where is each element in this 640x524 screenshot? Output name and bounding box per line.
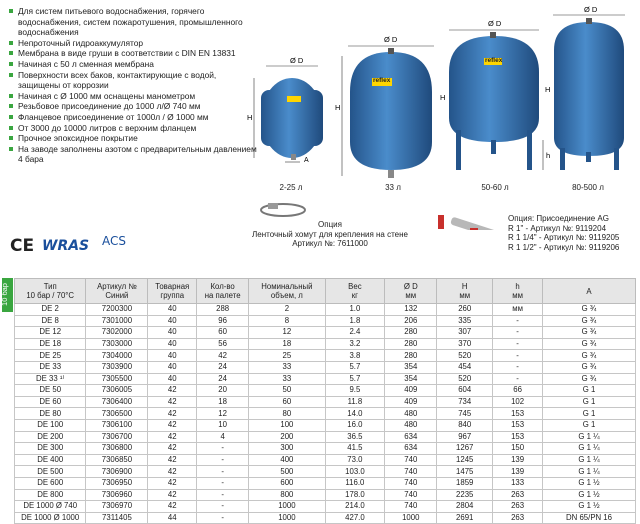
table-cell: 73.0 (325, 454, 385, 466)
dim-a-1: A (304, 157, 309, 164)
table-cell: 7301000 (86, 315, 148, 327)
table-cell: 2235 (437, 489, 493, 501)
table-cell: 33 (249, 361, 325, 373)
table-cell: 7306900 (86, 466, 148, 478)
table-cell: 454 (437, 361, 493, 373)
table-cell: 7306005 (86, 385, 148, 397)
table-row (15, 304, 636, 316)
tank-80-500 (553, 15, 625, 170)
table-cell: 3.8 (325, 350, 385, 362)
table-cell: 263 (493, 501, 543, 513)
table-cell: 16.0 (325, 419, 385, 431)
table-cell: 800 (249, 489, 325, 501)
table-cell: 139 (493, 454, 543, 466)
table-cell: 5.7 (325, 361, 385, 373)
table-cell: 740 (385, 501, 437, 513)
table-cell: 280 (385, 327, 437, 339)
table-cell: 33 (249, 373, 325, 385)
table-cell: 7302000 (86, 327, 148, 339)
table-cell: G ¾ (543, 361, 636, 373)
option-clamp (232, 220, 428, 249)
column-header: Кол-во на палете (197, 279, 249, 304)
table-cell: G 1 (543, 408, 636, 420)
fitting-illustration (438, 215, 505, 230)
table-cell: DE 33 ¹⁾ (15, 373, 86, 385)
table-cell: 520 (437, 350, 493, 362)
table-row (15, 373, 636, 385)
table-cell: 7306500 (86, 408, 148, 420)
clamp-illustration (261, 203, 305, 216)
table-cell: 1475 (437, 466, 493, 478)
table-cell: 4 (197, 431, 249, 443)
table-cell: 409 (385, 385, 437, 397)
table-cell: 1000 (249, 501, 325, 513)
table-cell: G 1 ¼ (543, 454, 636, 466)
table-row (15, 466, 636, 478)
table-cell: G 1 ¼ (543, 443, 636, 455)
table-cell: 8 (249, 315, 325, 327)
column-header: Номинальный объем, л (249, 279, 325, 304)
table-cell: DE 60 (15, 396, 86, 408)
tank-50-60 (449, 30, 543, 170)
option-line: Ленточный хомут для крепления на стене (252, 229, 408, 239)
table-cell: 206 (385, 315, 437, 327)
table-cell: DE 600 (15, 477, 86, 489)
table-cell: 400 (249, 454, 325, 466)
table-cell: 300 (249, 443, 325, 455)
table-cell: G 1 (543, 419, 636, 431)
table-cell: 2 (249, 304, 325, 316)
option-line: Артикул №: 7611000 (292, 239, 368, 248)
table-cell: 14.0 (325, 408, 385, 420)
table-cell: 178.0 (325, 489, 385, 501)
table-row (15, 338, 636, 350)
table-cell: 480 (385, 419, 437, 431)
table-cell: 80 (249, 408, 325, 420)
table-cell: 520 (437, 373, 493, 385)
table-cell: 7306100 (86, 419, 148, 431)
table-cell: 740 (385, 489, 437, 501)
table-cell: - (493, 373, 543, 385)
sidebar-label: 10 бар (0, 283, 9, 306)
table-cell: мм (493, 304, 543, 316)
table-cell: 480 (385, 408, 437, 420)
table-cell: 263 (493, 512, 543, 524)
feature-item: Прочное эпоксидное покрытие (8, 133, 258, 144)
table-cell: DE 200 (15, 431, 86, 443)
table-cell: G 1 (543, 396, 636, 408)
table-cell: 740 (385, 466, 437, 478)
brand-label-tank2: reflex (373, 77, 391, 84)
table-cell: 60 (197, 327, 249, 339)
table-cell: 745 (437, 408, 493, 420)
table-cell: 133 (493, 477, 543, 489)
table-cell: DE 1000 Ø 1000 (15, 512, 86, 524)
table-cell: 40 (148, 304, 197, 316)
table-cell: 116.0 (325, 477, 385, 489)
table-cell: DE 18 (15, 338, 86, 350)
table-cell: 42 (148, 454, 197, 466)
table-cell: - (197, 501, 249, 513)
table-cell: - (197, 489, 249, 501)
column-header: H мм (437, 279, 493, 304)
column-header: Вес кг (325, 279, 385, 304)
table-cell: 50 (249, 385, 325, 397)
table-cell: 7304000 (86, 350, 148, 362)
feature-item: Начиная с 50 л сменная мембрана (8, 59, 258, 70)
column-header: Товарная группа (148, 279, 197, 304)
table-cell: 42 (148, 443, 197, 455)
table-cell: 200 (249, 431, 325, 443)
table-cell: 634 (385, 443, 437, 455)
brand-label-tank3: reflex (485, 57, 503, 64)
table-cell: 44 (148, 512, 197, 524)
table-cell: 41.5 (325, 443, 385, 455)
table-cell: 24 (197, 361, 249, 373)
table-cell: 1267 (437, 443, 493, 455)
table-cell: 12 (249, 327, 325, 339)
table-cell: 18 (249, 338, 325, 350)
table-cell: 7311405 (86, 512, 148, 524)
table-cell: 1000 (249, 512, 325, 524)
table-cell: G ¾ (543, 373, 636, 385)
table-cell: 66 (493, 385, 543, 397)
table-cell: 153 (493, 419, 543, 431)
feature-item: Резьбовое присоединение до 1000 л/Ø 740 мм (8, 101, 258, 112)
table-cell: 10 (197, 419, 249, 431)
table-cell: 370 (437, 338, 493, 350)
table-cell: DE 12 (15, 327, 86, 339)
table-cell: DE 50 (15, 385, 86, 397)
table-cell: G ¾ (543, 350, 636, 362)
table-row (15, 361, 636, 373)
table-cell: 7303900 (86, 361, 148, 373)
table-cell: 7306400 (86, 396, 148, 408)
table-cell: 40 (148, 373, 197, 385)
feature-item: Начиная с Ø 1000 мм оснащены манометром (8, 91, 258, 102)
table-cell: 335 (437, 315, 493, 327)
table-cell: 260 (437, 304, 493, 316)
table-row (15, 396, 636, 408)
table-cell: 600 (249, 477, 325, 489)
table-cell: 604 (437, 385, 493, 397)
table-row (15, 408, 636, 420)
table-cell: G 1 ½ (543, 489, 636, 501)
table-row (15, 385, 636, 397)
option-line: Опция (318, 220, 342, 229)
table-cell: 1245 (437, 454, 493, 466)
table-cell: 409 (385, 396, 437, 408)
table-cell: 7306800 (86, 443, 148, 455)
tank-33 (342, 46, 434, 178)
table-cell: 280 (385, 338, 437, 350)
table-cell: 132 (385, 304, 437, 316)
feature-item: На заводе заполнены азотом с предварительным давлением 4 бара (8, 144, 258, 165)
table-cell: DE 300 (15, 443, 86, 455)
feature-item: От 3000 до 10000 литров с верхним фланцем (8, 123, 258, 134)
table-cell: G 1 ½ (543, 477, 636, 489)
table-cell: 139 (493, 466, 543, 478)
table-cell: 20 (197, 385, 249, 397)
table-cell: - (493, 361, 543, 373)
dim-h-2: H (335, 103, 341, 112)
table-row (15, 350, 636, 362)
feature-item: Фланцевое присоединение от 1000л / Ø 1000 мм (8, 112, 258, 123)
table-cell: - (197, 454, 249, 466)
table-cell: 40 (148, 350, 197, 362)
table-cell: G 1 (543, 385, 636, 397)
table-cell: 42 (148, 477, 197, 489)
table-cell: 24 (197, 373, 249, 385)
table-cell: 2691 (437, 512, 493, 524)
table-cell: G ¾ (543, 315, 636, 327)
option-fitting (508, 214, 638, 252)
pressure-sidebar (2, 278, 13, 312)
table-cell: G 1 ½ (543, 501, 636, 513)
dim-d-1: Ø D (290, 56, 304, 65)
table-cell: 18 (197, 396, 249, 408)
table-cell: 42 (148, 431, 197, 443)
table-cell: DN 65/PN 16 (543, 512, 636, 524)
dim-h-3: H (440, 93, 446, 102)
caption-2-25: 2-25 л (279, 183, 303, 192)
table-cell: 40 (148, 361, 197, 373)
column-header: A (543, 279, 636, 304)
table-cell: 354 (385, 373, 437, 385)
dim-h-1: H (247, 113, 253, 122)
table-row (15, 477, 636, 489)
table-cell: - (197, 477, 249, 489)
table-cell: 36.5 (325, 431, 385, 443)
dim-d-3: Ø D (488, 19, 502, 28)
table-cell: - (493, 315, 543, 327)
table-cell: - (197, 443, 249, 455)
column-header: Тип 10 бар / 70°С (15, 279, 86, 304)
table-cell: 354 (385, 361, 437, 373)
table-cell: 5.7 (325, 373, 385, 385)
dim-d-2: Ø D (384, 35, 398, 44)
caption-80-500: 80-500 л (572, 183, 604, 192)
table-cell: DE 500 (15, 466, 86, 478)
table-cell: 11.8 (325, 396, 385, 408)
table-cell: 40 (148, 327, 197, 339)
table-cell: 7305500 (86, 373, 148, 385)
table-cell: - (493, 327, 543, 339)
table-cell: 42 (148, 489, 197, 501)
table-cell: DE 33 (15, 361, 86, 373)
table-cell: 42 (148, 419, 197, 431)
table-cell: 500 (249, 466, 325, 478)
table-cell: 25 (249, 350, 325, 362)
table-cell: 7306850 (86, 454, 148, 466)
wras-logo: WRAS (42, 238, 90, 254)
table-cell: 2.4 (325, 327, 385, 339)
table-cell: 1.0 (325, 304, 385, 316)
table-cell: 1.8 (325, 315, 385, 327)
table-body (15, 304, 636, 524)
table-cell: 103.0 (325, 466, 385, 478)
option-line: R 1 1/4" - Артикул №: 9119205 (508, 233, 620, 242)
table-cell: 42 (148, 408, 197, 420)
table-row (15, 512, 636, 524)
table-cell: - (493, 338, 543, 350)
column-header: Ø D мм (385, 279, 437, 304)
table-cell: DE 8 (15, 315, 86, 327)
table-cell: DE 2 (15, 304, 86, 316)
table-cell: DE 25 (15, 350, 86, 362)
option-line: R 1" - Артикул №: 9119204 (508, 223, 607, 233)
table-cell: 307 (437, 327, 493, 339)
table-cell: 740 (385, 454, 437, 466)
table-cell: 288 (197, 304, 249, 316)
table-cell: 7303000 (86, 338, 148, 350)
acs-logo: ACS (102, 234, 126, 248)
column-header: Артикул № Синий (86, 279, 148, 304)
table-cell: 263 (493, 489, 543, 501)
table-cell: 3.2 (325, 338, 385, 350)
table-cell: 214.0 (325, 501, 385, 513)
table-cell: - (197, 466, 249, 478)
column-header: h мм (493, 279, 543, 304)
table-cell: G ¾ (543, 338, 636, 350)
table-cell: 840 (437, 419, 493, 431)
table-cell: - (493, 350, 543, 362)
dim-h-4: H (545, 85, 551, 94)
dim-d-4: Ø D (584, 5, 598, 14)
table-cell: 60 (249, 396, 325, 408)
table-row (15, 443, 636, 455)
table-cell: 42 (148, 385, 197, 397)
table-cell: 7306970 (86, 501, 148, 513)
table-cell: 42 (148, 501, 197, 513)
dim-hh-3: h (546, 151, 551, 160)
option-line: Опция: Присоединение AG (508, 214, 609, 223)
table-cell: 102 (493, 396, 543, 408)
specs-table (14, 278, 636, 524)
option-line: R 1 1/2" - Артикул №: 9119206 (508, 242, 620, 252)
table-cell: 42 (148, 396, 197, 408)
feature-item: Непроточный гидроаккумулятор (8, 38, 258, 49)
table-cell: G ¾ (543, 327, 636, 339)
table-cell: 42 (148, 466, 197, 478)
table-cell: 7306960 (86, 489, 148, 501)
table-cell: DE 400 (15, 454, 86, 466)
feature-item: Мембрана в виде груши в соответствии с DIN EN 13831 (8, 48, 258, 59)
caption-33: 33 л (385, 183, 401, 192)
table-cell: 1859 (437, 477, 493, 489)
table-row (15, 454, 636, 466)
table-cell: 100 (249, 419, 325, 431)
table-cell: 7306950 (86, 477, 148, 489)
table-cell: 153 (493, 431, 543, 443)
table-header (15, 279, 636, 304)
table-cell: 42 (197, 350, 249, 362)
table-cell: DE 800 (15, 489, 86, 501)
table-cell: 734 (437, 396, 493, 408)
tank-small (254, 66, 323, 162)
table-cell: 427.0 (325, 512, 385, 524)
table-cell: 967 (437, 431, 493, 443)
table-cell: 7200300 (86, 304, 148, 316)
table-row (15, 431, 636, 443)
feature-item: Для систем питьевого водоснабжения, горячего водоснабжения, систем пожаротушения, промышленного водоснабжения (8, 6, 258, 38)
table-cell: 7306700 (86, 431, 148, 443)
table-cell: DE 80 (15, 408, 86, 420)
table-row (15, 501, 636, 513)
table-cell: 1000 (385, 512, 437, 524)
tank-illustrations (0, 0, 640, 230)
table-cell: 12 (197, 408, 249, 420)
table-row (15, 419, 636, 431)
table-cell: 153 (493, 408, 543, 420)
table-cell: 40 (148, 338, 197, 350)
table-cell: DE 100 (15, 419, 86, 431)
table-cell: G ¾ (543, 304, 636, 316)
table-cell: 280 (385, 350, 437, 362)
table-cell: - (197, 512, 249, 524)
table-cell: 740 (385, 477, 437, 489)
cert-logos (10, 234, 150, 264)
table-cell: G 1 ¼ (543, 466, 636, 478)
table-cell: 40 (148, 315, 197, 327)
table-cell: 56 (197, 338, 249, 350)
table-cell: 2804 (437, 501, 493, 513)
table-cell: G 1 ¼ (543, 431, 636, 443)
feature-item: Поверхности всех баков, контактирующие с водой, защищены от коррозии (8, 70, 258, 91)
table-cell: 634 (385, 431, 437, 443)
table-row (15, 327, 636, 339)
caption-50-60: 50-60 л (481, 183, 509, 192)
table-row (15, 489, 636, 501)
table-cell: 96 (197, 315, 249, 327)
ce-logo: CE (10, 236, 35, 256)
table-cell: 150 (493, 443, 543, 455)
table-cell: DE 1000 Ø 740 (15, 501, 86, 513)
table-row (15, 315, 636, 327)
table-cell: 9.5 (325, 385, 385, 397)
